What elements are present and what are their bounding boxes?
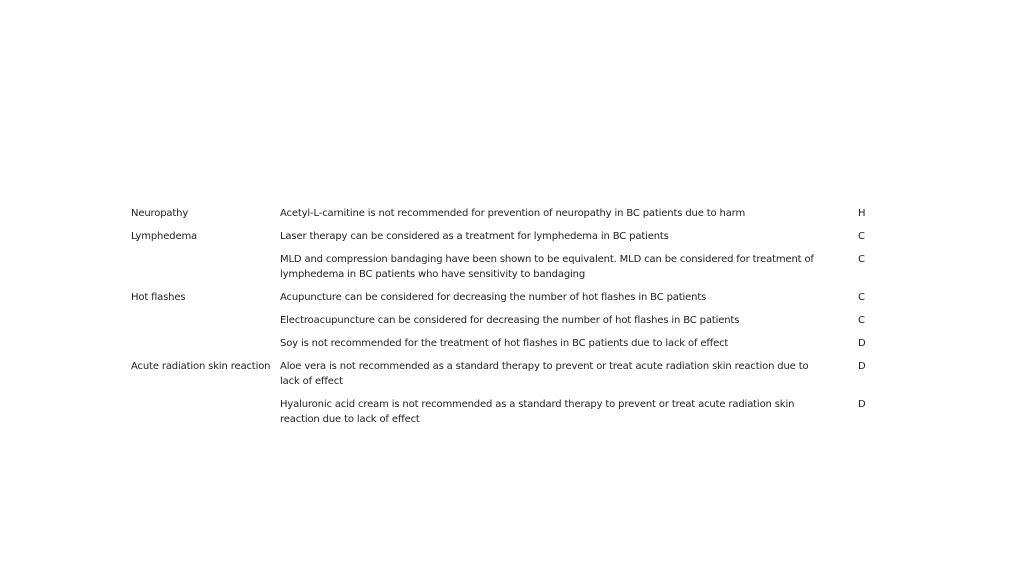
recommendation-cell: Electroacupuncture can be considered for decreasing the number of hot flashes in BC patients [280, 315, 740, 326]
condition-cell: Hot flashes [131, 292, 186, 303]
table-row [131, 359, 891, 389]
recommendation-cell: Soy is not recommended for the treatment of hot flashes in BC patients due to lack of effect [280, 338, 729, 349]
grade-cell: C [858, 254, 865, 265]
condition-cell: Acute radiation skin reaction [131, 361, 271, 372]
condition-cell: Lymphedema [131, 231, 198, 242]
grade-cell: D [858, 361, 866, 372]
grade-cell: C [858, 315, 865, 326]
grade-cell: C [858, 231, 865, 242]
recommendation-cell: MLD and compression bandaging have been shown to be equivalent. MLD can be considered for treatment of lymphedema in BC patients who have sensitivity to bandaging [280, 254, 814, 280]
grade-cell: C [858, 292, 865, 303]
guideline-table [131, 206, 891, 427]
recommendation-cell: Aloe vera is not recommended as a standard therapy to prevent or treat acute radiation skin reaction due to lack of effect [280, 361, 809, 387]
table-row [131, 290, 891, 305]
grade-cell: H [858, 208, 866, 219]
recommendation-cell: Acetyl-L-carnitine is not recommended for prevention of neuropathy in BC patients due to harm [280, 208, 746, 219]
table-row [131, 252, 891, 282]
recommendation-cell: Hyaluronic acid cream is not recommended as a standard therapy to prevent or treat acute radiation skin reaction due to lack of effect [280, 399, 795, 425]
condition-cell: Neuropathy [131, 208, 189, 219]
table-row [131, 206, 891, 221]
grade-cell: D [858, 399, 866, 410]
recommendation-cell: Acupuncture can be considered for decreasing the number of hot flashes in BC patients [280, 292, 707, 303]
recommendation-cell: Laser therapy can be considered as a treatment for lymphedema in BC patients [280, 231, 669, 242]
table-row [131, 397, 891, 427]
table-row [131, 336, 891, 351]
grade-cell: D [858, 338, 866, 349]
table-row [131, 229, 891, 244]
table-row [131, 313, 891, 328]
